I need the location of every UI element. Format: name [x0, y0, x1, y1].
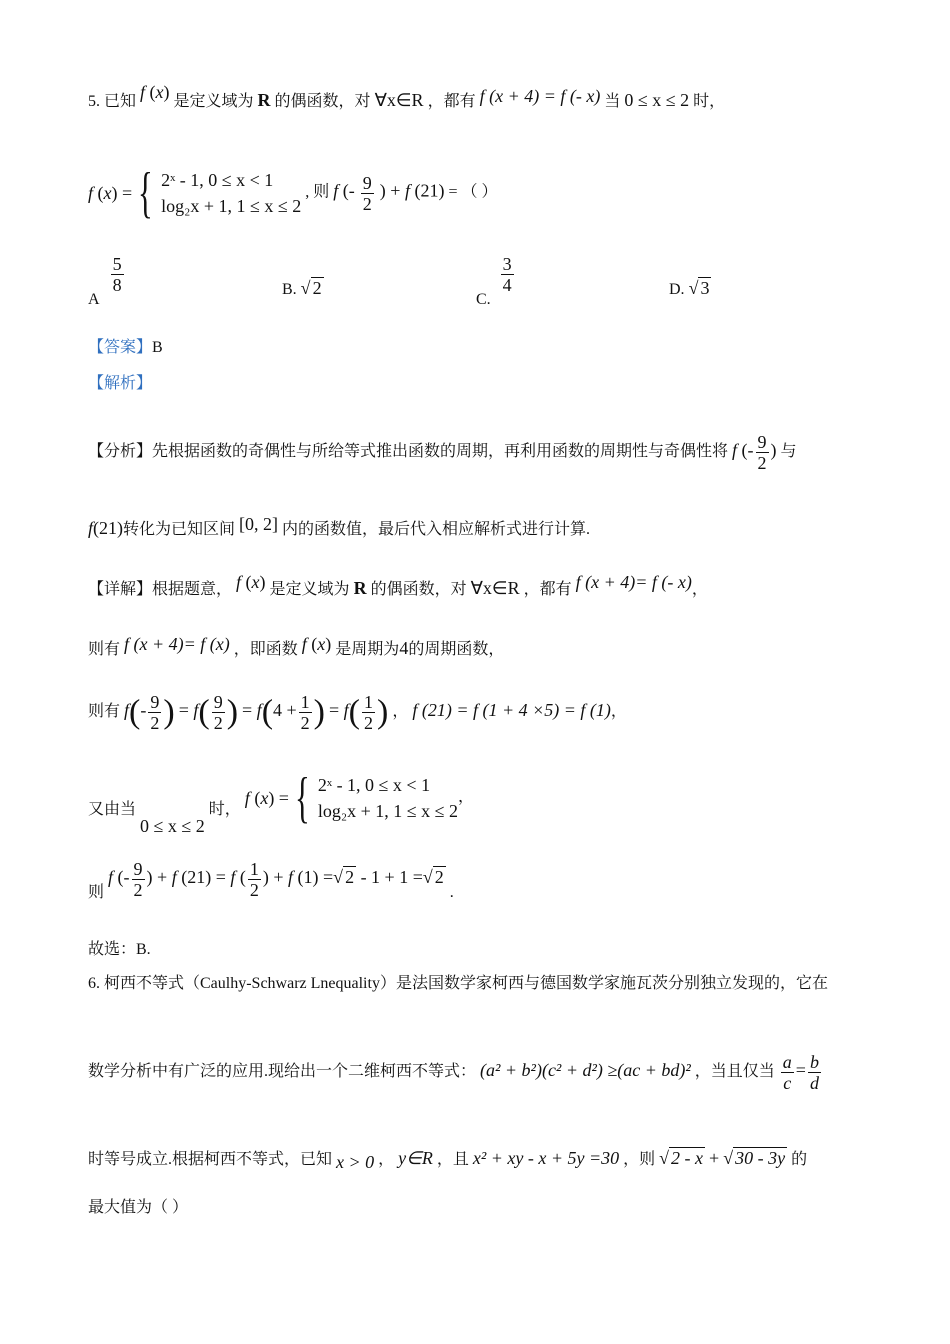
analysis-tag: 【解析】	[88, 375, 153, 392]
denominator: 8	[112, 275, 122, 295]
text: 的	[791, 1151, 808, 1168]
detail-line4	[88, 767, 475, 836]
text: ，且	[436, 1151, 469, 1168]
text: 是周期为	[335, 641, 400, 658]
text: 的偶函数，对	[274, 93, 371, 110]
text: ，	[378, 1151, 395, 1168]
interval: [0, 2]	[239, 514, 279, 534]
text: 则有	[88, 703, 121, 720]
text: 则	[88, 884, 105, 901]
real-set: R	[257, 90, 271, 110]
text: ，则	[623, 1151, 656, 1168]
option-d: D. √ 3	[669, 278, 710, 298]
real-set: R	[353, 578, 367, 598]
option-b: B. √ 2	[282, 278, 322, 298]
fenxi-line2: f(21)转化为已知区间 [0, 2] 内的函数值，最后代入相应解析式进行计算.	[88, 514, 591, 538]
answer-tag: 【答案】	[88, 339, 153, 356]
text: 又由当	[88, 800, 137, 818]
text: 当	[604, 93, 621, 110]
text: 转化为已知区间	[123, 521, 236, 538]
option-a	[88, 254, 126, 309]
q5-piecewise-line: f (x) = { 2ˣ - 1, 0 ≤ x < 1 log₂x + 1, 1 ≤ x ≤ 2 , 则 f (- $\frac{9}{2}$ ) + f (21) = （ ）	[88, 162, 498, 224]
q6-line1: 6. 柯西不等式（Caulhy-Schwarz Lnequality）是法国数学家柯西与德国数学家施瓦茨分别独立发现的，它在	[88, 975, 828, 992]
piece-1: 2ˣ - 1, 0 ≤ x < 1	[161, 170, 274, 190]
q6-line4: 最大值为（ ）	[88, 1199, 189, 1216]
option-label: D.	[669, 281, 685, 298]
numerator: 5	[112, 254, 122, 274]
text: ，当且仅当	[694, 1063, 775, 1080]
conclusion: 故选：B.	[88, 941, 151, 958]
analysis-line	[88, 372, 152, 396]
text: ，都有	[427, 93, 476, 110]
piecewise-function: f (x) = { 2ˣ - 1, 0 ≤ x < 1 log₂x + 1, 1 ≤ x ≤ 2	[244, 767, 459, 829]
fenxi-tag: 【分析】	[88, 443, 153, 461]
denominator: 4	[502, 275, 512, 295]
text: ，	[691, 581, 708, 598]
text: ，	[392, 703, 409, 720]
option-label: C.	[476, 291, 491, 309]
text: ，	[458, 788, 475, 806]
text: 是定义域为	[173, 93, 254, 110]
detail-tag: 【详解】	[88, 581, 153, 598]
range-expr: 0 ≤ x ≤ 2	[624, 90, 690, 110]
text: 时，	[693, 93, 726, 110]
text: 与	[780, 443, 797, 461]
forall-expr: ∀x∈R	[374, 90, 424, 110]
piecewise-function: f (x) = { 2ˣ - 1, 0 ≤ x < 1 log₂x + 1, 1 ≤ x ≤ 2	[88, 162, 302, 224]
radicand-1: 2 - x	[671, 1148, 704, 1168]
q6-line2: 数学分析中有广泛的应用.现给出一个二维柯西不等式： (a² + b²)(c² + d²) ≥(ac + bd)² ，当且仅当 $\frac{a}{c}$ = $\frac{b}{d}$	[88, 1051, 819, 1093]
option-label: A	[88, 291, 99, 309]
constraint-equation: x² + xy - x + 5y =30	[472, 1148, 620, 1168]
radicand-2: 30 - 3y	[735, 1148, 786, 1168]
radicand: 2	[312, 278, 322, 298]
text: 根据题意，	[152, 581, 233, 598]
detail-line3: 则有 f(- $\frac{9}{2}$ ) = f( $\frac{9}{2}$ ) = f(4 + $\frac{1}{2}$ ) = f( $\frac{1}{2}$ ) ， f (21) = f (1 + 4 ×5) = f (1)，	[88, 691, 627, 733]
text: 的周期函数，	[408, 641, 505, 658]
q6-line3: 时等号成立.根据柯西不等式，已知 x > 0 ， y∈R ，且 x² + xy - x + 5y =30 ，则 √ 2 - x + √ 30 - 3y 的	[88, 1148, 808, 1172]
radicand: 3	[700, 278, 710, 298]
piece-2: log₂x + 1, 1 ≤ x ≤ 2	[317, 801, 459, 821]
piece-2: log₂x + 1, 1 ≤ x ≤ 2	[161, 196, 302, 216]
cauchy-inequality: (a² + b²)(c² + d²) ≥(ac + bd)²	[480, 1060, 691, 1080]
piece-1: 2ˣ - 1, 0 ≤ x < 1	[317, 775, 431, 795]
forall-expr: ∀x∈R	[470, 578, 520, 598]
answer-value: B	[152, 339, 163, 356]
relation-expr: f (x + 4)= f (- x)	[575, 572, 692, 592]
text: = （ ）	[448, 183, 498, 201]
condition-x: x > 0	[336, 1152, 375, 1172]
detail-line2: 则有 f (x + 4)= f (x) ，即函数 f (x) 是周期为4的周期函数，	[88, 634, 505, 658]
text: 时，	[208, 800, 241, 818]
condition-y: y∈R	[398, 1148, 433, 1168]
text: 内的函数值，最后代入相应解析式进行计算.	[282, 521, 591, 538]
q5-number: 5. 已知	[88, 93, 137, 110]
detail-line1: 【详解】根据题意， f (x) 是定义域为 R 的偶函数，对 ∀x∈R ，都有 f (x + 4)= f (- x)，	[88, 572, 708, 598]
text: ，即函数	[233, 641, 298, 658]
q5-stem-line1: 5. 已知 f (x) 是定义域为 R 的偶函数，对 ∀x∈R ，都有 f (x + 4) = f (- x) 当 0 ≤ x ≤ 2 时，	[88, 82, 726, 110]
f21-chain: f (21) = f (1 + 4 ×5) = f (1)	[412, 700, 611, 720]
period-value: 4	[399, 638, 409, 658]
text: 是定义域为	[269, 581, 350, 598]
range-expr: 0 ≤ x ≤ 2	[140, 815, 205, 836]
text: 数学分析中有广泛的应用.现给出一个二维柯西不等式：	[88, 1063, 477, 1080]
text: 时等号成立.根据柯西不等式，已知	[88, 1151, 333, 1168]
text: 则有	[88, 641, 121, 658]
detail-line5: 则 f (- $\frac{9}{2}$ ) + f (21) = f ( $\frac{1}{2}$ ) + f (1) =√ 2 - 1 + 1 =√ 2 .	[88, 858, 454, 901]
fenxi-line1: 【分析】先根据函数的奇偶性与所给等式推出函数的周期，再利用函数的周期性与奇偶性将 f (- $\frac{9}{2}$ ) 与	[88, 432, 797, 473]
option-label: B.	[282, 281, 297, 298]
text: ，都有	[523, 581, 572, 598]
text: .	[449, 884, 454, 901]
text: 的偶函数，对	[370, 581, 467, 598]
relation-expr: f (x + 4) = f (- x)	[479, 86, 601, 106]
answer-line	[88, 336, 163, 360]
text: ，	[610, 703, 627, 720]
relation-expr: f (x + 4)= f (x)	[124, 634, 230, 654]
option-c	[476, 254, 516, 309]
text: 先根据函数的奇偶性与所给等式推出函数的周期，再利用函数的周期性与奇偶性将	[152, 443, 729, 461]
text: , 则	[305, 183, 330, 201]
numerator: 3	[502, 254, 512, 274]
